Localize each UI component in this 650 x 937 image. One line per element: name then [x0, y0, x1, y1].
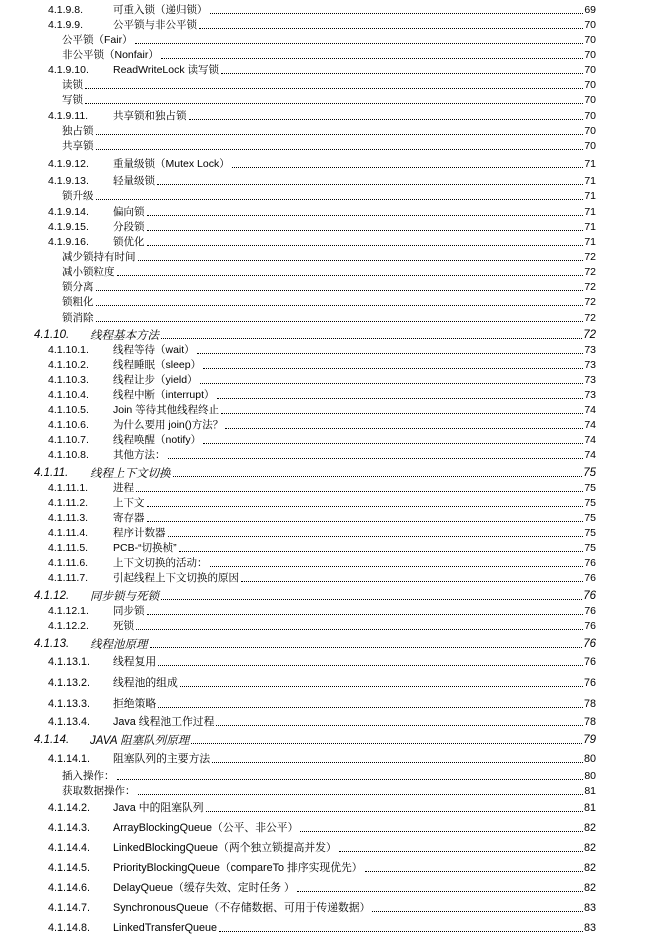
toc-entry-title: Java 线程池工作过程	[113, 716, 215, 728]
toc-entry-title: 锁分离	[62, 281, 94, 293]
toc-entry-page: 76	[584, 556, 596, 569]
dot-leader	[150, 647, 582, 648]
dot-leader	[217, 398, 583, 399]
toc-entry-page: 71	[584, 189, 596, 202]
dot-leader	[136, 491, 583, 492]
toc-entry[interactable]	[0, 860, 650, 875]
toc-entry-page: 69	[584, 3, 596, 16]
toc-entry-number: 4.1.14.8.	[48, 921, 91, 934]
toc-entry-number: 4.1.14.3.	[48, 821, 91, 834]
toc-entry[interactable]	[0, 696, 650, 711]
toc-entry-page: 81	[583, 801, 596, 814]
toc-entry-title: 独占锁	[62, 125, 94, 137]
dot-leader	[96, 199, 583, 200]
toc-entry[interactable]	[0, 219, 650, 234]
toc-entry-number: 4.1.9.10.	[48, 63, 89, 76]
dot-leader	[117, 275, 583, 276]
toc-entry-title: 偏向锁	[113, 206, 145, 218]
dot-leader	[96, 134, 583, 135]
toc-entry[interactable]	[0, 920, 650, 935]
toc-entry-title: 死锁	[113, 620, 134, 632]
toc-entry-page: 70	[584, 139, 596, 152]
toc-entry[interactable]	[0, 234, 650, 249]
toc-entry-page: 70	[584, 18, 596, 31]
toc-entry-title: 分段锁	[113, 221, 145, 233]
toc-entry-title: 引起线程上下文切换的原因	[113, 572, 239, 584]
toc-entry-page: 76	[583, 637, 596, 650]
toc-entry-title: PCB-“切换桢”	[113, 542, 177, 554]
toc-entry-title: 重量级锁（Mutex Lock）	[113, 158, 230, 170]
toc-entry-page: 70	[584, 109, 596, 122]
toc-entry-page: 80	[583, 752, 596, 765]
toc-entry-title: 非公平锁（Nonfair）	[62, 49, 159, 61]
toc-entry-number: 4.1.11.4.	[48, 526, 89, 539]
toc-entry-page: 74	[584, 433, 596, 446]
toc-entry-title: LinkedBlockingQueue（两个独立锁提高并发）	[113, 842, 337, 854]
toc-entry-number: 4.1.14.2.	[48, 801, 91, 814]
dot-leader	[147, 215, 583, 216]
dot-leader	[221, 413, 583, 414]
toc-section-entry[interactable]	[0, 465, 650, 480]
toc-entry-number: 4.1.11.1.	[48, 481, 89, 494]
toc-entry-page: 76	[584, 571, 596, 584]
toc-entry-page: 78	[583, 697, 596, 710]
toc-entry[interactable]	[0, 123, 650, 138]
dot-leader	[191, 743, 582, 744]
dot-leader	[96, 305, 583, 306]
toc-entry-page: 75	[584, 496, 596, 509]
toc-entry-page: 76	[584, 604, 596, 617]
dot-leader	[199, 28, 583, 29]
dot-leader	[210, 566, 583, 567]
toc-entry-number: 4.1.13.3.	[48, 697, 91, 710]
toc-entry-page: 71	[584, 157, 596, 170]
toc-entry-number: 4.1.11.2.	[48, 496, 89, 509]
dot-leader	[138, 260, 583, 261]
toc-entry-title: 锁消除	[62, 312, 94, 324]
toc-entry-title: ReadWriteLock 读写锁	[113, 64, 220, 76]
toc-entry-page: 76	[583, 676, 596, 689]
toc-entry-page: 71	[584, 174, 596, 187]
toc-entry[interactable]	[0, 17, 650, 32]
dot-leader	[147, 614, 583, 615]
dot-leader	[85, 88, 583, 89]
toc-entry[interactable]	[0, 47, 650, 62]
toc-entry[interactable]	[0, 768, 650, 783]
toc-entry[interactable]	[0, 880, 650, 895]
toc-entry-page: 71	[584, 205, 596, 218]
dot-leader	[173, 476, 582, 477]
toc-entry-title: 拒绝策略	[113, 698, 157, 710]
dot-leader	[206, 811, 583, 812]
toc-entry-page: 75	[584, 481, 596, 494]
toc-entry-title: JAVA 阻塞队列原理	[90, 734, 190, 747]
toc-entry[interactable]	[0, 32, 650, 47]
toc-entry-page: 82	[583, 821, 596, 834]
toc-entry-number: 4.1.11.3.	[48, 511, 89, 524]
toc-entry-title: 线程睡眠（sleep）	[113, 359, 202, 371]
toc-entry-page: 73	[584, 373, 596, 386]
dot-leader	[138, 794, 583, 795]
toc-entry-page: 72	[584, 295, 596, 308]
toc-entry-number: 4.1.9.9.	[48, 18, 84, 31]
toc-entry-title: PriorityBlockingQueue（compareTo 排序实现优先）	[113, 862, 363, 874]
toc-entry[interactable]	[0, 540, 650, 555]
dot-leader	[219, 931, 583, 932]
dot-leader	[85, 103, 583, 104]
dot-leader	[216, 725, 583, 726]
toc-entry-page: 75	[583, 466, 596, 479]
toc-entry-title: Java 中的阻塞队列	[113, 802, 204, 814]
toc-entry-number: 4.1.10.7.	[48, 433, 89, 446]
toc-section-entry[interactable]	[0, 588, 650, 603]
dot-leader	[96, 149, 583, 150]
toc-entry-page: 75	[584, 511, 596, 524]
toc-entry-page: 80	[584, 769, 596, 782]
toc-entry-title: 共享锁和独占锁	[113, 110, 187, 122]
toc-entry[interactable]	[0, 372, 650, 387]
toc-entry-page: 76	[583, 655, 596, 668]
toc-entry-number: 4.1.9.14.	[48, 205, 89, 218]
toc-entry-page: 71	[584, 220, 596, 233]
toc-entry-page: 73	[584, 388, 596, 401]
toc-entry-title: 上下文切换的活动：	[113, 557, 208, 569]
toc-section-entry[interactable]	[0, 636, 650, 651]
dot-leader	[300, 831, 583, 832]
dot-leader	[135, 43, 583, 44]
toc-entry-title: 插入操作：	[62, 770, 115, 782]
toc-entry-title: 上下文	[113, 497, 145, 509]
toc-entry[interactable]	[0, 417, 650, 432]
toc-entry[interactable]	[0, 654, 650, 669]
toc-entry-page: 74	[584, 418, 596, 431]
toc-entry-title: 线程等待（wait）	[113, 344, 195, 356]
toc-entry[interactable]	[0, 480, 650, 495]
toc-entry-title: 线程池原理	[90, 638, 148, 651]
toc-entry-page: 70	[584, 124, 596, 137]
dot-leader	[161, 599, 582, 600]
toc-entry[interactable]	[0, 173, 650, 188]
toc-entry-number: 4.1.14.	[34, 733, 70, 746]
toc-entry-number: 4.1.12.2.	[48, 619, 89, 632]
toc-entry-title: 线程唤醒（notify）	[113, 434, 202, 446]
dot-leader	[136, 629, 583, 630]
toc-entry-title: 线程上下文切换	[90, 467, 171, 480]
toc-entry-title: 写锁	[62, 94, 83, 106]
dot-leader	[147, 230, 583, 231]
toc-entry-title: 锁粗化	[62, 296, 94, 308]
toc-entry[interactable]	[0, 279, 650, 294]
toc-entry[interactable]	[0, 840, 650, 855]
toc-entry-number: 4.1.14.5.	[48, 861, 91, 874]
toc-entry-page: 76	[584, 619, 596, 632]
toc-entry-page: 72	[584, 280, 596, 293]
dot-leader	[189, 119, 583, 120]
toc-entry[interactable]	[0, 570, 650, 585]
toc-entry-number: 4.1.12.	[34, 589, 70, 602]
toc-entry-title: 线程基本方法	[90, 329, 159, 342]
toc-entry-page: 75	[584, 526, 596, 539]
toc-entry-number: 4.1.13.2.	[48, 676, 91, 689]
toc-entry-page: 82	[583, 841, 596, 854]
dot-leader	[96, 321, 583, 322]
toc-entry[interactable]	[0, 387, 650, 402]
toc-entry[interactable]	[0, 294, 650, 309]
toc-section-entry[interactable]	[0, 327, 650, 342]
toc-entry-title: 程序计数器	[113, 527, 166, 539]
dot-leader	[210, 13, 583, 14]
toc-entry-number: 4.1.10.6.	[48, 418, 89, 431]
toc-entry-number: 4.1.13.	[34, 637, 70, 650]
dot-leader	[180, 686, 583, 687]
toc-entry-title: 减少锁持有时间	[62, 251, 136, 263]
toc-entry-page: 81	[584, 784, 596, 797]
toc-entry-page: 70	[584, 93, 596, 106]
toc-entry[interactable]	[0, 751, 650, 766]
toc-entry-page: 73	[584, 358, 596, 371]
toc-entry-page: 74	[584, 448, 596, 461]
toc-entry[interactable]	[0, 432, 650, 447]
toc-entry[interactable]	[0, 783, 650, 798]
dot-leader	[339, 851, 583, 852]
toc-entry[interactable]	[0, 62, 650, 77]
toc-entry-title: SynchronousQueue（不存储数据、可用于传递数据）	[113, 902, 371, 914]
toc-entry[interactable]	[0, 495, 650, 510]
toc-entry-title: Join 等待其他线程终止	[113, 404, 220, 416]
dot-leader	[200, 383, 583, 384]
toc-entry-page: 70	[584, 48, 596, 61]
toc-entry-number: 4.1.11.7.	[48, 571, 89, 584]
dot-leader	[212, 762, 583, 763]
dot-leader	[197, 353, 583, 354]
toc-entry[interactable]	[0, 342, 650, 357]
toc-entry-title: 减小锁粒度	[62, 266, 115, 278]
toc-entry-title: ArrayBlockingQueue（公平、非公平）	[113, 822, 299, 834]
toc-entry-title: 可重入锁（递归锁）	[113, 4, 208, 16]
toc-entry-number: 4.1.13.1.	[48, 655, 91, 668]
dot-leader	[203, 368, 583, 369]
toc-entry-title: 共享锁	[62, 140, 94, 152]
toc-entry-page: 70	[584, 78, 596, 91]
dot-leader	[147, 245, 583, 246]
toc-entry[interactable]	[0, 800, 650, 815]
toc-entry-number: 4.1.11.	[34, 466, 69, 479]
dot-leader	[372, 911, 583, 912]
toc-entry-number: 4.1.14.4.	[48, 841, 91, 854]
toc-entry[interactable]	[0, 447, 650, 462]
toc-entry-title: 线程让步（yield）	[113, 374, 198, 386]
toc-entry-number: 4.1.11.6.	[48, 556, 89, 569]
toc-entry[interactable]	[0, 510, 650, 525]
toc-entry-page: 73	[584, 343, 596, 356]
toc-entry-number: 4.1.10.8.	[48, 448, 89, 461]
toc-entry[interactable]	[0, 2, 650, 17]
toc-entry[interactable]	[0, 188, 650, 203]
toc-entry[interactable]	[0, 603, 650, 618]
dot-leader	[147, 521, 583, 522]
toc-entry-page: 72	[584, 265, 596, 278]
toc-entry[interactable]	[0, 77, 650, 92]
toc-entry-page: 72	[584, 311, 596, 324]
toc-entry[interactable]	[0, 675, 650, 690]
toc-entry-number: 4.1.12.1.	[48, 604, 89, 617]
dot-leader	[161, 58, 583, 59]
toc-entry-title: 进程	[113, 482, 134, 494]
toc-entry-title: DelayQueue（缓存失效、定时任务 ）	[113, 882, 295, 894]
dot-leader	[297, 891, 583, 892]
dot-leader	[221, 73, 583, 74]
toc-entry-title: LinkedTransferQueue	[113, 921, 218, 934]
toc-entry-title: 其他方法：	[113, 449, 166, 461]
dot-leader	[241, 581, 583, 582]
dot-leader	[203, 443, 583, 444]
toc-entry[interactable]	[0, 900, 650, 915]
toc-entry-number: 4.1.13.4.	[48, 715, 91, 728]
toc-entry-title: 读锁	[62, 79, 83, 91]
toc-entry-page: 70	[584, 63, 596, 76]
toc-entry[interactable]	[0, 555, 650, 570]
toc-entry[interactable]	[0, 264, 650, 279]
toc-entry[interactable]	[0, 525, 650, 540]
toc-entry-title: 获取数据操作：	[62, 785, 136, 797]
toc-entry[interactable]	[0, 357, 650, 372]
toc-entry-title: 阻塞队列的主要方法	[113, 753, 211, 765]
toc-entry[interactable]	[0, 92, 650, 107]
toc-entry-title: 锁升级	[62, 190, 94, 202]
dot-leader	[168, 458, 583, 459]
toc-entry-page: 70	[584, 33, 596, 46]
toc-entry-page: 82	[583, 881, 596, 894]
toc-entry-number: 4.1.9.13.	[48, 174, 89, 187]
toc-entry-page: 75	[584, 541, 596, 554]
dot-leader	[147, 506, 583, 507]
toc-entry-number: 4.1.9.11.	[48, 109, 89, 122]
toc-entry-number: 4.1.10.2.	[48, 358, 89, 371]
toc-entry-page: 74	[584, 403, 596, 416]
dot-leader	[96, 290, 583, 291]
toc-entry[interactable]	[0, 310, 650, 325]
toc-entry-title: 公平锁与非公平锁	[113, 19, 197, 31]
toc-entry-page: 72	[584, 250, 596, 263]
dot-leader	[117, 779, 583, 780]
toc-entry-number: 4.1.10.	[34, 328, 70, 341]
toc-entry-page: 78	[583, 715, 596, 728]
toc-entry-number: 4.1.9.15.	[48, 220, 89, 233]
toc-entry-number: 4.1.11.5.	[48, 541, 89, 554]
toc-entry[interactable]	[0, 618, 650, 633]
toc-entry-page: 83	[583, 921, 596, 934]
dot-leader	[161, 338, 582, 339]
dot-leader	[225, 428, 583, 429]
toc-section-entry[interactable]	[0, 732, 650, 747]
toc-entry[interactable]	[0, 108, 650, 123]
toc-entry-title: 轻量级锁	[113, 175, 155, 187]
toc-entry-number: 4.1.14.7.	[48, 901, 91, 914]
dot-leader	[158, 665, 583, 666]
toc-entry-title: 同步锁	[113, 605, 145, 617]
toc-entry-title: 线程复用	[113, 656, 157, 668]
toc-entry-title: 寄存器	[113, 512, 145, 524]
toc-entry-page: 83	[583, 901, 596, 914]
dot-leader	[168, 536, 583, 537]
dot-leader	[157, 184, 583, 185]
toc-entry-title: 同步锁与死锁	[90, 590, 159, 603]
toc-entry-page: 72	[583, 328, 596, 341]
toc-entry[interactable]	[0, 138, 650, 153]
toc-entry-title: 公平锁（Fair）	[62, 34, 133, 46]
toc-entry[interactable]	[0, 156, 650, 171]
toc-entry-title: 锁优化	[113, 236, 145, 248]
toc-entry-number: 4.1.10.4.	[48, 388, 89, 401]
toc-entry-page: 79	[583, 733, 596, 746]
dot-leader	[179, 551, 583, 552]
toc-entry-number: 4.1.10.3.	[48, 373, 89, 386]
toc-entry-number: 4.1.9.16.	[48, 235, 89, 248]
toc-entry[interactable]	[0, 714, 650, 729]
toc-entry-title: 为什么要用 join()方法？	[113, 419, 224, 431]
toc-entry-page: 76	[583, 589, 596, 602]
toc-entry-title: 线程池的组成	[113, 677, 178, 689]
toc-entry-title: 线程中断（interrupt）	[113, 389, 215, 401]
toc-entry-number: 4.1.9.12.	[48, 157, 89, 170]
toc-entry-number: 4.1.9.8.	[48, 3, 84, 16]
toc-entry-number: 4.1.14.1.	[48, 752, 91, 765]
toc-entry-page: 71	[584, 235, 596, 248]
dot-leader	[365, 871, 583, 872]
toc-entry-number: 4.1.14.6.	[48, 881, 91, 894]
toc-entry[interactable]	[0, 204, 650, 219]
toc-entry[interactable]	[0, 402, 650, 417]
dot-leader	[158, 707, 583, 708]
toc-entry[interactable]	[0, 820, 650, 835]
toc-entry-number: 4.1.10.5.	[48, 403, 89, 416]
toc-entry-page: 82	[583, 861, 596, 874]
toc-entry[interactable]	[0, 249, 650, 264]
toc-entry-number: 4.1.10.1.	[48, 343, 89, 356]
dot-leader	[232, 167, 583, 168]
